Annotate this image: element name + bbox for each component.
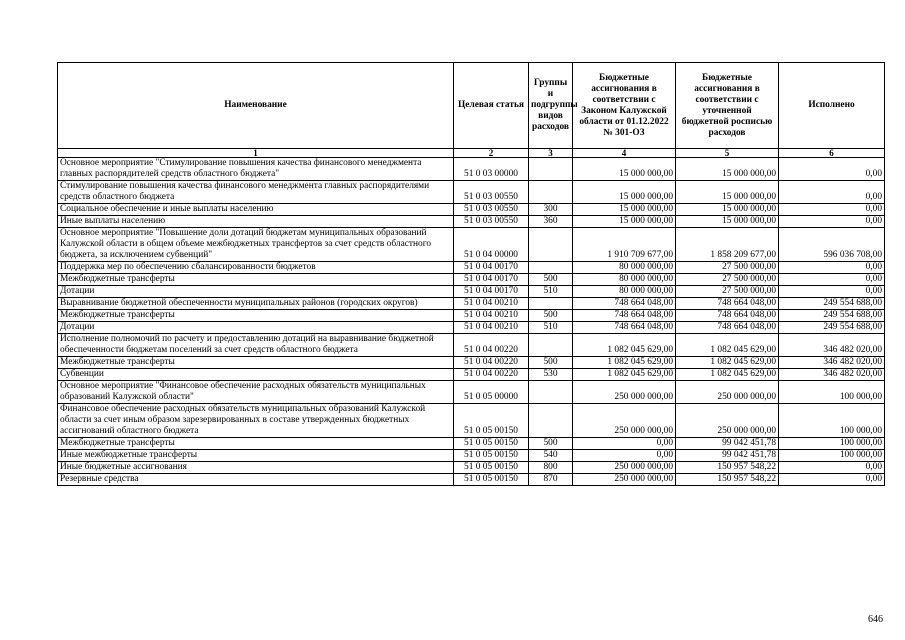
header-executed: Исполнено <box>779 63 885 149</box>
row-law-amount-cell: 80 000 000,00 <box>573 274 676 286</box>
row-group-cell: 500 <box>529 310 573 322</box>
row-law-amount-cell: 748 664 048,00 <box>573 298 676 310</box>
row-refined-amount-cell: 99 042 451,78 <box>676 450 779 462</box>
row-executed-cell: 100 000,00 <box>779 381 885 404</box>
table-row <box>58 216 885 228</box>
table-row <box>58 381 885 404</box>
row-name-cell: Иные бюджетные ассигнования <box>58 462 454 474</box>
row-refined-amount-cell: 1 858 209 677,00 <box>676 228 779 262</box>
row-refined-amount-cell: 27 500 000,00 <box>676 274 779 286</box>
row-group-cell: 500 <box>529 438 573 450</box>
table-row <box>58 298 885 310</box>
table-row <box>58 334 885 357</box>
row-name-cell: Резервные средства <box>58 474 454 486</box>
row-executed-cell: 0,00 <box>779 462 885 474</box>
table-row <box>58 274 885 286</box>
header-name: Наименование <box>58 63 454 149</box>
row-group-cell <box>529 381 573 404</box>
header-refined-assignments: Бюджетные ассигнования в соответствии с уточненной бюджетной росписью расходов <box>676 63 779 149</box>
row-name-cell: Дотации <box>58 322 454 334</box>
table-row <box>58 462 885 474</box>
row-name-cell: Основное мероприятие "Стимулирование повышения качества финансового менеджмента главных распорядителей средств областного бюджета" <box>58 158 454 181</box>
header-target-article: Целевая статья <box>454 63 529 149</box>
row-refined-amount-cell: 15 000 000,00 <box>676 216 779 228</box>
row-refined-amount-cell: 748 664 048,00 <box>676 322 779 334</box>
row-name-cell: Межбюджетные трансферты <box>58 438 454 450</box>
row-group-cell <box>529 158 573 181</box>
row-law-amount-cell: 1 910 709 677,00 <box>573 228 676 262</box>
row-name-cell: Основное мероприятие "Финансовое обеспечение расходных обязательств муниципальных образований Калужской области" <box>58 381 454 404</box>
table-row <box>58 228 885 262</box>
table-row <box>58 357 885 369</box>
row-refined-amount-cell: 1 082 045 629,00 <box>676 369 779 381</box>
row-refined-amount-cell: 250 000 000,00 <box>676 404 779 438</box>
row-law-amount-cell: 250 000 000,00 <box>573 404 676 438</box>
row-target-article-cell: 51 0 04 00170 <box>454 262 529 274</box>
column-number: 5 <box>676 149 779 158</box>
row-name-cell: Финансовое обеспечение расходных обязательств муниципальных образований Калужской области за счет иным образом зарезервированных в составе утвержденных бюджетных ассигнований областного бюджета <box>58 404 454 438</box>
row-target-article-cell: 51 0 05 00000 <box>454 381 529 404</box>
row-name-cell: Социальное обеспечение и иные выплаты населению <box>58 204 454 216</box>
row-law-amount-cell: 250 000 000,00 <box>573 462 676 474</box>
row-target-article-cell: 51 0 03 00000 <box>454 158 529 181</box>
row-law-amount-cell: 15 000 000,00 <box>573 158 676 181</box>
row-refined-amount-cell: 27 500 000,00 <box>676 262 779 274</box>
row-group-cell: 360 <box>529 216 573 228</box>
row-target-article-cell: 51 0 04 00170 <box>454 286 529 298</box>
row-executed-cell: 249 554 688,00 <box>779 310 885 322</box>
row-refined-amount-cell: 1 082 045 629,00 <box>676 334 779 357</box>
row-target-article-cell: 51 0 04 00210 <box>454 322 529 334</box>
column-number-row <box>58 149 885 158</box>
row-law-amount-cell: 1 082 045 629,00 <box>573 357 676 369</box>
row-target-article-cell: 51 0 04 00000 <box>454 228 529 262</box>
row-refined-amount-cell: 250 000 000,00 <box>676 381 779 404</box>
row-target-article-cell: 51 0 05 00150 <box>454 474 529 486</box>
table-row <box>58 474 885 486</box>
row-name-cell: Основное мероприятие "Повышение доли дотаций бюджетам муниципальных образований Калужской области в общем объеме межбюджетных трансфертов за счет средств областного бюджета, за исключением субвенций" <box>58 228 454 262</box>
table-row <box>58 450 885 462</box>
row-executed-cell: 346 482 020,00 <box>779 357 885 369</box>
row-law-amount-cell: 15 000 000,00 <box>573 204 676 216</box>
row-refined-amount-cell: 15 000 000,00 <box>676 181 779 204</box>
row-target-article-cell: 51 0 04 00170 <box>454 274 529 286</box>
row-law-amount-cell: 15 000 000,00 <box>573 181 676 204</box>
row-executed-cell: 596 036 708,00 <box>779 228 885 262</box>
row-executed-cell: 249 554 688,00 <box>779 322 885 334</box>
row-name-cell: Стимулирование повышения качества финансового менеджмента главных распорядителями средств областного бюджета <box>58 181 454 204</box>
row-executed-cell: 0,00 <box>779 181 885 204</box>
table-row <box>58 286 885 298</box>
row-name-cell: Межбюджетные трансферты <box>58 310 454 322</box>
row-target-article-cell: 51 0 04 00210 <box>454 310 529 322</box>
row-refined-amount-cell: 150 957 548,22 <box>676 462 779 474</box>
row-target-article-cell: 51 0 04 00220 <box>454 357 529 369</box>
row-executed-cell: 100 000,00 <box>779 450 885 462</box>
row-group-cell <box>529 334 573 357</box>
column-number: 3 <box>529 149 573 158</box>
row-law-amount-cell: 0,00 <box>573 450 676 462</box>
row-target-article-cell: 51 0 04 00220 <box>454 334 529 357</box>
header-groups: Группы и подгруппы видов расходов <box>529 63 573 149</box>
column-number: 4 <box>573 149 676 158</box>
row-law-amount-cell: 80 000 000,00 <box>573 262 676 274</box>
row-law-amount-cell: 250 000 000,00 <box>573 474 676 486</box>
row-executed-cell: 0,00 <box>779 286 885 298</box>
row-group-cell: 500 <box>529 357 573 369</box>
row-executed-cell: 0,00 <box>779 262 885 274</box>
page-number: 646 <box>868 614 883 625</box>
row-target-article-cell: 51 0 05 00150 <box>454 450 529 462</box>
row-law-amount-cell: 1 082 045 629,00 <box>573 369 676 381</box>
row-refined-amount-cell: 15 000 000,00 <box>676 204 779 216</box>
table-row <box>58 369 885 381</box>
row-name-cell: Дотации <box>58 286 454 298</box>
row-executed-cell: 249 554 688,00 <box>779 298 885 310</box>
row-group-cell: 540 <box>529 450 573 462</box>
row-refined-amount-cell: 748 664 048,00 <box>676 298 779 310</box>
row-law-amount-cell: 748 664 048,00 <box>573 310 676 322</box>
row-target-article-cell: 51 0 05 00150 <box>454 404 529 438</box>
row-law-amount-cell: 0,00 <box>573 438 676 450</box>
row-target-article-cell: 51 0 04 00210 <box>454 298 529 310</box>
table-header-row <box>58 63 885 149</box>
row-target-article-cell: 51 0 03 00550 <box>454 204 529 216</box>
row-group-cell <box>529 228 573 262</box>
row-executed-cell: 346 482 020,00 <box>779 334 885 357</box>
row-target-article-cell: 51 0 05 00150 <box>454 438 529 450</box>
table-row <box>58 438 885 450</box>
table-row <box>58 181 885 204</box>
row-executed-cell: 0,00 <box>779 474 885 486</box>
table-row <box>58 404 885 438</box>
row-refined-amount-cell: 1 082 045 629,00 <box>676 357 779 369</box>
table-row <box>58 158 885 181</box>
budget-table <box>57 62 885 486</box>
row-group-cell <box>529 262 573 274</box>
row-name-cell: Поддержка мер по обеспечению сбалансированности бюджетов <box>58 262 454 274</box>
row-refined-amount-cell: 27 500 000,00 <box>676 286 779 298</box>
column-number: 1 <box>58 149 454 158</box>
table-body <box>58 158 885 486</box>
row-executed-cell: 0,00 <box>779 274 885 286</box>
row-group-cell <box>529 181 573 204</box>
row-executed-cell: 0,00 <box>779 204 885 216</box>
row-refined-amount-cell: 748 664 048,00 <box>676 310 779 322</box>
table-row <box>58 322 885 334</box>
header-law-assignments: Бюджетные ассигнования в соответствии с Законом Калужской области от 01.12.2022 № 301-ОЗ <box>573 63 676 149</box>
table-row <box>58 310 885 322</box>
row-law-amount-cell: 1 082 045 629,00 <box>573 334 676 357</box>
row-executed-cell: 0,00 <box>779 158 885 181</box>
column-number: 2 <box>454 149 529 158</box>
row-target-article-cell: 51 0 04 00220 <box>454 369 529 381</box>
row-target-article-cell: 51 0 05 00150 <box>454 462 529 474</box>
row-group-cell: 500 <box>529 274 573 286</box>
row-group-cell: 300 <box>529 204 573 216</box>
table-row <box>58 262 885 274</box>
row-target-article-cell: 51 0 03 00550 <box>454 216 529 228</box>
row-target-article-cell: 51 0 03 00550 <box>454 181 529 204</box>
row-law-amount-cell: 250 000 000,00 <box>573 381 676 404</box>
row-group-cell <box>529 298 573 310</box>
row-executed-cell: 100 000,00 <box>779 404 885 438</box>
row-name-cell: Субвенции <box>58 369 454 381</box>
row-name-cell: Межбюджетные трансферты <box>58 357 454 369</box>
row-name-cell: Иные выплаты населению <box>58 216 454 228</box>
row-executed-cell: 346 482 020,00 <box>779 369 885 381</box>
row-name-cell: Межбюджетные трансферты <box>58 274 454 286</box>
row-law-amount-cell: 80 000 000,00 <box>573 286 676 298</box>
row-law-amount-cell: 15 000 000,00 <box>573 216 676 228</box>
row-name-cell: Исполнение полномочий по расчету и предоставлению дотаций на выравнивание бюджетной обеспеченности бюджетам поселений за счет средств областного бюджета <box>58 334 454 357</box>
row-group-cell: 530 <box>529 369 573 381</box>
row-refined-amount-cell: 99 042 451,78 <box>676 438 779 450</box>
row-group-cell: 870 <box>529 474 573 486</box>
row-executed-cell: 100 000,00 <box>779 438 885 450</box>
row-refined-amount-cell: 150 957 548,22 <box>676 474 779 486</box>
row-executed-cell: 0,00 <box>779 216 885 228</box>
row-name-cell: Иные межбюджетные трансферты <box>58 450 454 462</box>
row-refined-amount-cell: 15 000 000,00 <box>676 158 779 181</box>
table-row <box>58 204 885 216</box>
row-group-cell <box>529 404 573 438</box>
row-name-cell: Выравнивание бюджетной обеспеченности муниципальных районов (городских округов) <box>58 298 454 310</box>
row-group-cell: 510 <box>529 286 573 298</box>
row-law-amount-cell: 748 664 048,00 <box>573 322 676 334</box>
row-group-cell: 510 <box>529 322 573 334</box>
column-number: 6 <box>779 149 885 158</box>
row-group-cell: 800 <box>529 462 573 474</box>
